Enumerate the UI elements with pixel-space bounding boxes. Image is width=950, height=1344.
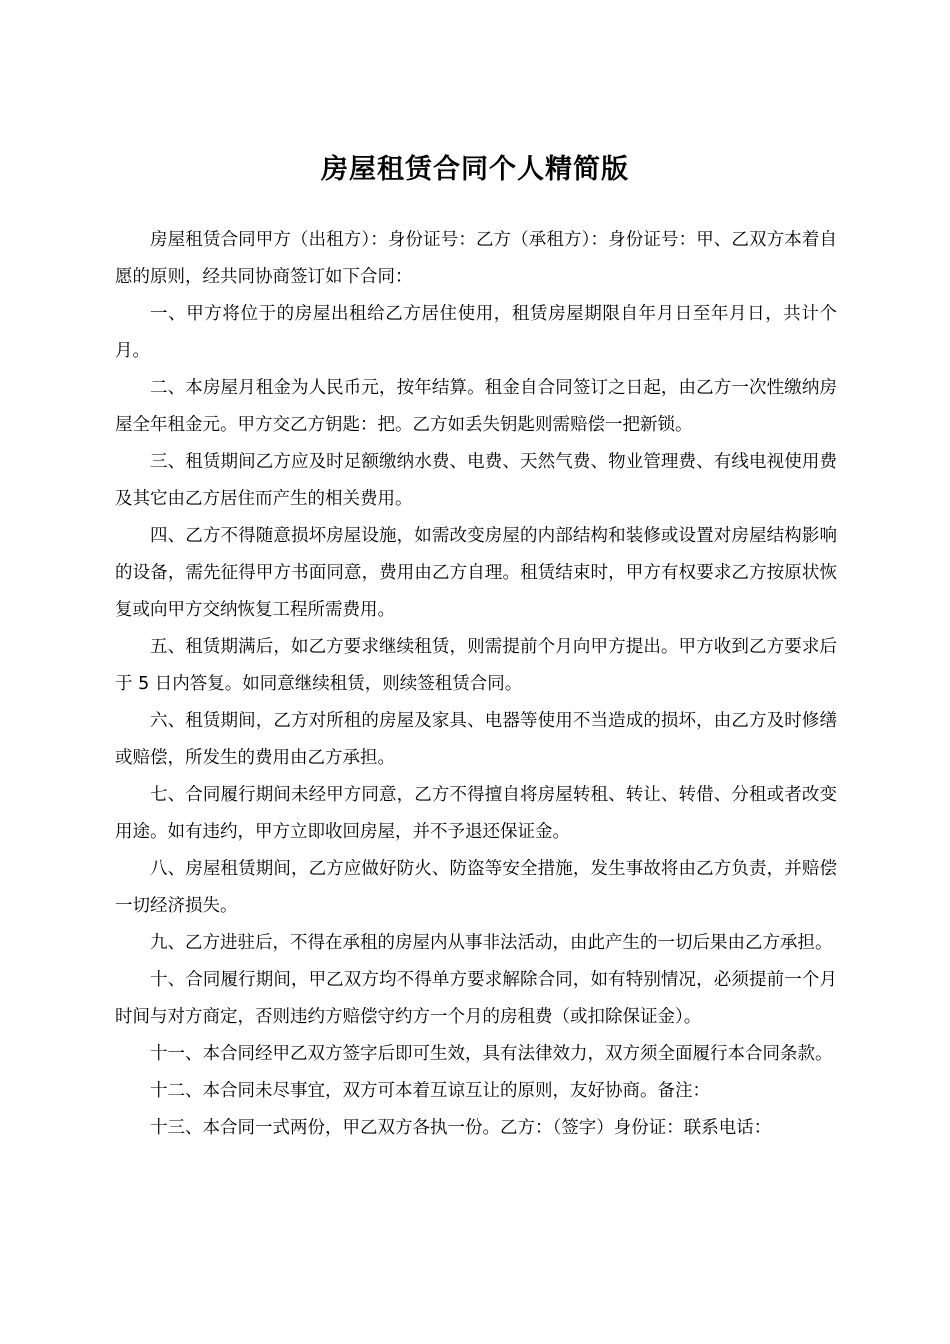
clause-3: 三、租赁期间乙方应及时足额缴纳水费、电费、天然气费、物业管理费、有线电视使用费及其它由乙方居住而产生的相关费用。 — [115, 452, 837, 509]
clause-1: 一、甲方将位于的房屋出租给乙方居住使用，租赁房屋期限自年月日至年月日，共计个月。 — [115, 304, 837, 361]
clause-2: 二、本房屋月租金为人民币元，按年结算。租金自合同签订之日起，由乙方一次性缴纳房屋全年租金元。甲方交乙方钥匙：把。乙方如丢失钥匙则需赔偿一把新锁。 — [115, 378, 837, 435]
clause-12: 十二、本合同未尽事宜，双方可本着互谅互让的原则，友好协商。备注： — [150, 1081, 710, 1101]
clause-7: 七、合同履行期间未经甲方同意，乙方不得擅自将房屋转租、转让、转借、分租或者改变用途。如有违约，甲方立即收回房屋，并不予退还保证金。 — [115, 785, 837, 842]
clause-6: 六、租赁期间，乙方对所租的房屋及家具、电器等使用不当造成的损坏，由乙方及时修缮或赔偿，所发生的费用由乙方承担。 — [115, 711, 837, 768]
document-title: 房屋租赁合同个人精简版 — [321, 154, 629, 186]
clause-9: 九、乙方进驻后，不得在承租的房屋内从事非法活动，由此产生的一切后果由乙方承担。 — [150, 933, 833, 953]
paragraph-preamble: 房屋租赁合同甲方（出租方）：身份证号：乙方（承租方）：身份证号：甲、乙双方本着自愿的原则，经共同协商签订如下合同： — [115, 230, 837, 287]
clause-13: 十三、本合同一式两份，甲乙双方各执一份。乙方：（签字）身份证：联系电话： — [150, 1118, 772, 1138]
clause-5: 五、租赁期满后，如乙方要求继续租赁，则需提前个月向甲方提出。甲方收到乙方要求后于 5 日内答复。如同意继续租赁，则续签租赁合同。 — [115, 637, 837, 694]
clause-4: 四、乙方不得随意损坏房屋设施，如需改变房屋的内部结构和装修或设置对房屋结构影响的设备，需先征得甲方书面同意，费用由乙方自理。租赁结束时，甲方有权要求乙方按原状恢复或向甲方交纳恢复工程所需费用。 — [115, 526, 837, 620]
clause-11: 十一、本合同经甲乙双方签字后即可生效，具有法律效力，双方须全面履行本合同条款。 — [150, 1044, 833, 1064]
document-body — [115, 222, 837, 1147]
clause-8: 八、房屋租赁期间，乙方应做好防火、防盗等安全措施，发生事故将由乙方负责，并赔偿一切经济损失。 — [115, 859, 837, 916]
clause-10: 十、合同履行期间，甲乙双方均不得单方要求解除合同，如有特别情况，必须提前一个月时间与对方商定，否则违约方赔偿守约方一个月的房租费（或扣除保证金）。 — [115, 970, 837, 1027]
